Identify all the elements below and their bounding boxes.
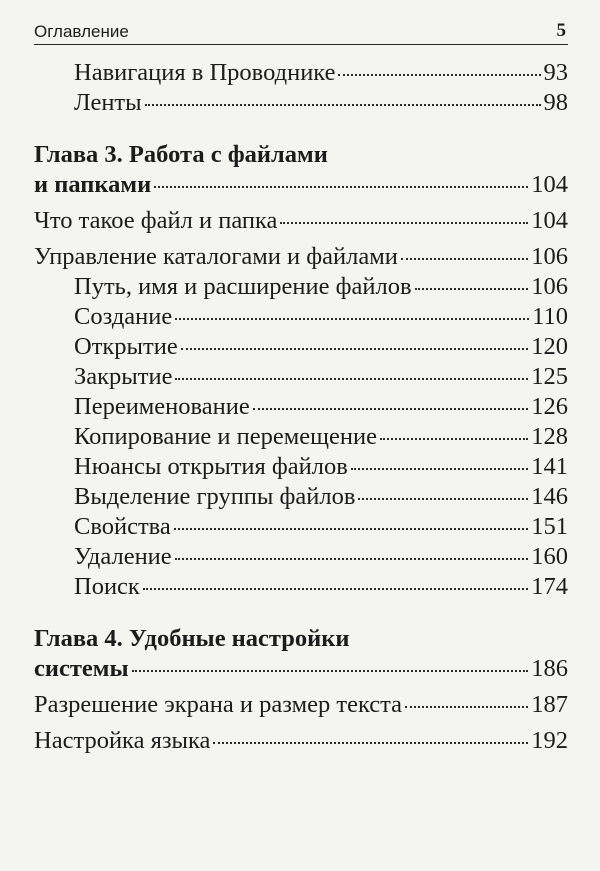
toc-entry [34, 422, 568, 452]
dot-leader [154, 186, 528, 188]
toc-entry-page: 125 [531, 363, 568, 390]
toc-entry [34, 272, 568, 302]
dot-leader [415, 288, 529, 290]
toc-entry [34, 392, 568, 422]
toc-entry-page: 128 [531, 423, 568, 450]
toc-entry-page: 126 [531, 393, 568, 420]
dot-leader [338, 74, 540, 76]
dot-leader [401, 258, 528, 260]
dot-leader [143, 588, 528, 590]
toc-entry-label: Нюансы открытия файлов [74, 453, 348, 480]
dot-leader [174, 528, 528, 530]
toc-entry-page: 104 [531, 171, 568, 198]
dot-leader [358, 498, 528, 500]
dot-leader [405, 706, 528, 708]
chapter-3-title-line2: и папками [34, 171, 152, 198]
toc-entry-label: Выделение группы файлов [74, 483, 356, 510]
toc-entry-page: 160 [531, 543, 568, 570]
dot-leader [175, 378, 528, 380]
toc-entry-page: 186 [531, 655, 568, 682]
chapter-4-entry [34, 654, 568, 684]
toc-entry-page: 192 [531, 727, 568, 754]
toc-entry [34, 88, 568, 118]
dot-leader [145, 104, 541, 106]
toc-entry [34, 690, 568, 720]
toc-entry [34, 206, 568, 236]
toc-entry [34, 726, 568, 756]
toc-entry [34, 242, 568, 272]
toc-entry-label: Что такое файл и папка [34, 207, 278, 234]
dot-leader [213, 742, 528, 744]
toc-entry-label: Переименование [74, 393, 250, 420]
toc-entry [34, 452, 568, 482]
toc-entry-page: 141 [531, 453, 568, 480]
toc-entry-label: Удаление [74, 543, 172, 570]
table-of-contents [34, 58, 568, 756]
dot-leader [175, 558, 529, 560]
dot-leader [351, 468, 528, 470]
toc-entry-page: 187 [531, 691, 568, 718]
dot-leader [253, 408, 528, 410]
dot-leader [280, 222, 528, 224]
dot-leader [175, 318, 529, 320]
toc-entry-page: 151 [531, 513, 568, 540]
dot-leader [181, 348, 529, 350]
toc-entry-label: Управление каталогами и файлами [34, 243, 398, 270]
toc-entry-label: Свойства [74, 513, 171, 540]
toc-entry-label: Копирование и перемещение [74, 423, 377, 450]
toc-entry-page: 104 [531, 207, 568, 234]
toc-entry-page: 93 [543, 59, 568, 86]
page-number: 5 [556, 20, 566, 41]
toc-entry-label: Создание [74, 303, 173, 330]
toc-entry-page: 174 [531, 573, 568, 600]
chapter-4-title-line2: системы [34, 655, 129, 682]
toc-entry-label: Ленты [74, 89, 142, 116]
dot-leader [380, 438, 528, 440]
toc-entry-label: Поиск [74, 573, 140, 600]
toc-entry-page: 98 [543, 89, 568, 116]
dot-leader [132, 670, 529, 672]
toc-entry [34, 58, 568, 88]
toc-entry-page: 106 [531, 243, 568, 270]
chapter-4-title: Глава 4. Удобные настройки [34, 625, 350, 652]
toc-entry-page: 146 [531, 483, 568, 510]
toc-entry-label: Открытие [74, 333, 178, 360]
toc-entry-page: 120 [531, 333, 568, 360]
toc-entry [34, 512, 568, 542]
running-head-title: Оглавление [34, 22, 129, 41]
toc-entry-page: 106 [531, 273, 568, 300]
toc-entry [34, 302, 568, 332]
running-head [34, 18, 568, 45]
toc-entry-label: Закрытие [74, 363, 173, 390]
toc-entry [34, 332, 568, 362]
toc-entry-label: Разрешение экрана и размер текста [34, 691, 402, 718]
toc-entry-label: Настройка языка [34, 727, 211, 754]
chapter-3-entry [34, 170, 568, 200]
toc-entry [34, 542, 568, 572]
toc-entry [34, 362, 568, 392]
toc-entry-label: Навигация в Проводнике [74, 59, 336, 86]
chapter-3-title: Глава 3. Работа с файлами [34, 141, 328, 168]
toc-entry [34, 482, 568, 512]
toc-entry [34, 572, 568, 602]
toc-entry-page: 110 [532, 303, 568, 330]
toc-entry-label: Путь, имя и расширение файлов [74, 273, 412, 300]
